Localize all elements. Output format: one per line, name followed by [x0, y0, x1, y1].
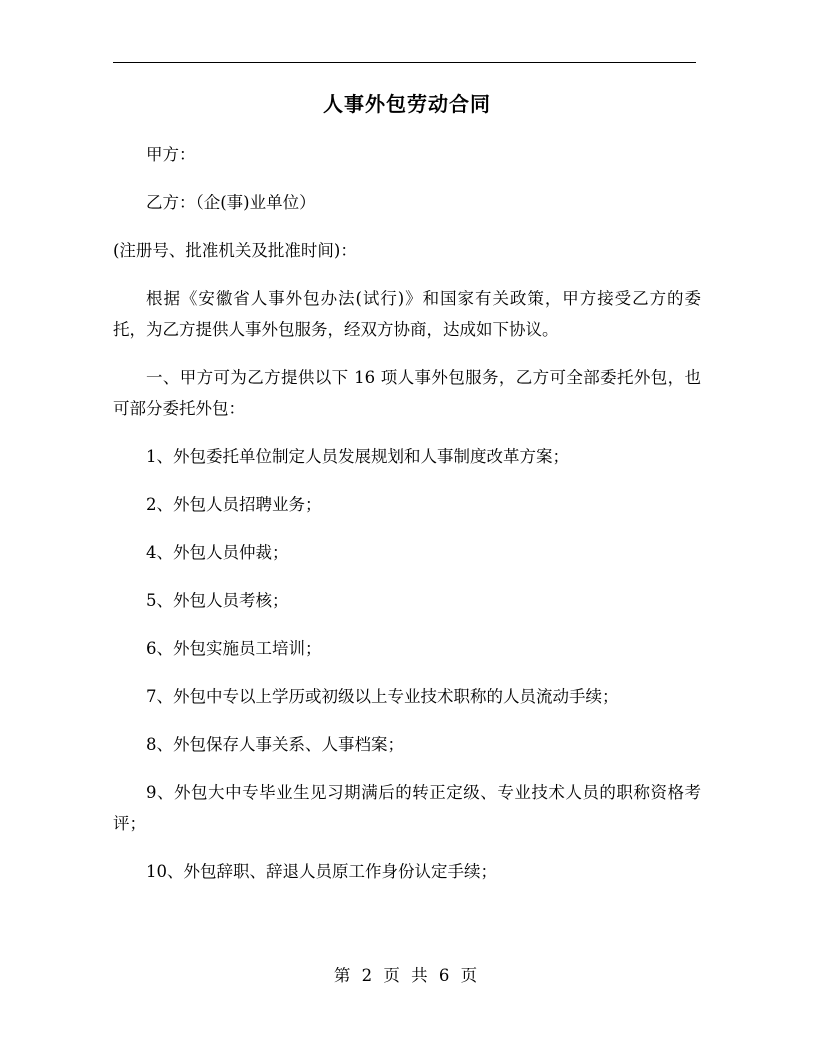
- paragraph-basis: 根据《安徽省人事外包办法(试行)》和国家有关政策，甲方接受乙方的委托，为乙方提供人事外包服务，经双方协商，达成如下协议。: [113, 289, 701, 339]
- list-item: 5、外包人员考核；: [146, 591, 289, 610]
- page-footer: 第 2 页 共 6 页: [333, 966, 481, 985]
- list-item: 10、外包辞职、辞退人员原工作身份认定手续；: [146, 862, 497, 881]
- document-body: [113, 88, 701, 904]
- list-item: 6、外包实施员工培训；: [146, 639, 322, 658]
- list-item: 7、外包中专以上学历或初级以上专业技术职称的人员流动手续；: [146, 687, 619, 706]
- header-divider: [113, 62, 696, 63]
- page-title: 人事外包劳动合同: [323, 92, 491, 116]
- list-item: 4、外包人员仲裁；: [146, 543, 289, 562]
- list-item: 8、外包保存人事关系、人事档案；: [146, 735, 404, 754]
- list-item: 1、外包委托单位制定人员发展规划和人事制度改革方案；: [146, 447, 569, 466]
- list-item: 2、外包人员招聘业务；: [146, 495, 322, 514]
- paragraph-section-one: 一、甲方可为乙方提供以下 16 项人事外包服务，乙方可全部委托外包，也可部分委托外包：: [113, 368, 701, 418]
- paragraph-registration-info: (注册号、批准机关及批准时间)：: [113, 241, 357, 260]
- list-item: 9、外包大中专毕业生见习期满后的转正定级、专业技术人员的职称资格考评；: [113, 783, 701, 833]
- paragraph-party-a: 甲方：: [146, 145, 196, 164]
- paragraph-party-b: 乙方：（企(事)业单位）: [146, 193, 316, 212]
